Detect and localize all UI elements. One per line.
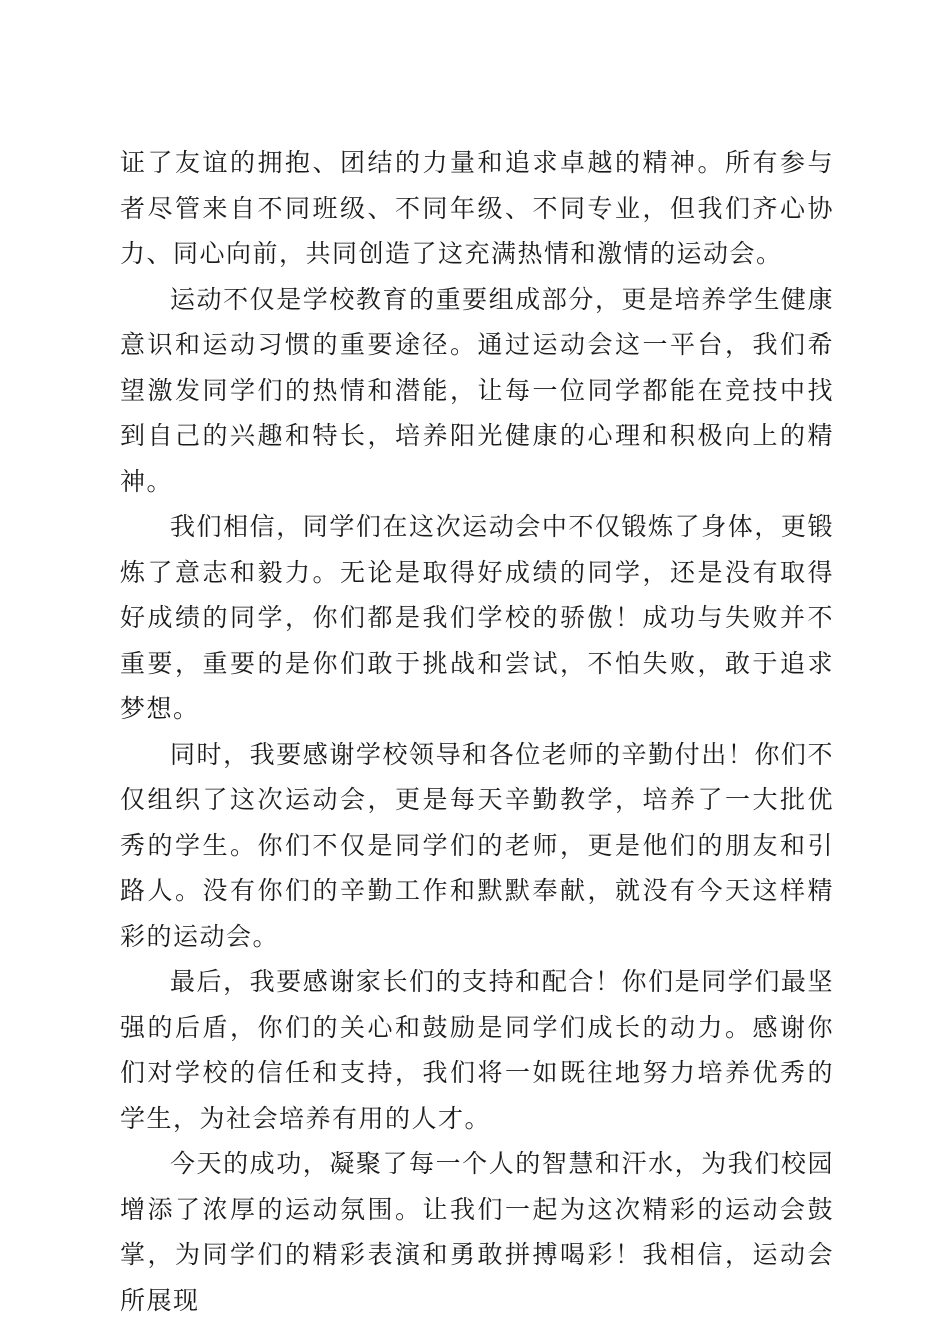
document-body [120,140,834,1323]
paragraph-continuation: 证了友谊的拥抱、团结的力量和追求卓越的精神。所有参与者尽管来自不同班级、不同年级、不同专业，但我们齐心协力、同心向前，共同创造了这充满热情和激情的运动会。 [120,148,834,268]
paragraph-thanks-teachers: 同时，我要感谢学校领导和各位老师的辛勤付出！你们不仅组织了这次运动会，更是每天辛勤教学，培养了一大批优秀的学生。你们不仅是同学们的老师，更是他们的朋友和引路人。没有你们的辛勤工作和默默奉献，就没有今天这样精彩的运动会。 [120,739,834,951]
paragraph-thanks-parents: 最后，我要感谢家长们的支持和配合！你们是同学们最坚强的后盾，你们的关心和鼓励是同学们成长的动力。感谢你们对学校的信任和支持，我们将一如既往地努力培养优秀的学生，为社会培养有用的人才。 [120,967,834,1133]
paragraph-sports-education: 运动不仅是学校教育的重要组成部分，更是培养学生健康意识和运动习惯的重要途径。通过运动会这一平台，我们希望激发同学们的热情和潜能，让每一位同学都能在竞技中找到自己的兴趣和特长，培养阳光健康的心理和积极向上的精神。 [120,284,834,496]
paragraph-belief: 我们相信，同学们在这次运动会中不仅锻炼了身体，更锻炼了意志和毅力。无论是取得好成绩的同学，还是没有取得好成绩的同学，你们都是我们学校的骄傲！成功与失败并不重要，重要的是你们敢于挑战和尝试，不怕失败，敢于追求梦想。 [120,512,834,723]
paragraph-closing: 今天的成功，凝聚了每一个人的智慧和汗水，为我们校园增添了浓厚的运动氛围。让我们一起为这次精彩的运动会鼓掌，为同学们的精彩表演和勇敢拼搏喝彩！我相信，运动会所展现 [120,1149,834,1315]
